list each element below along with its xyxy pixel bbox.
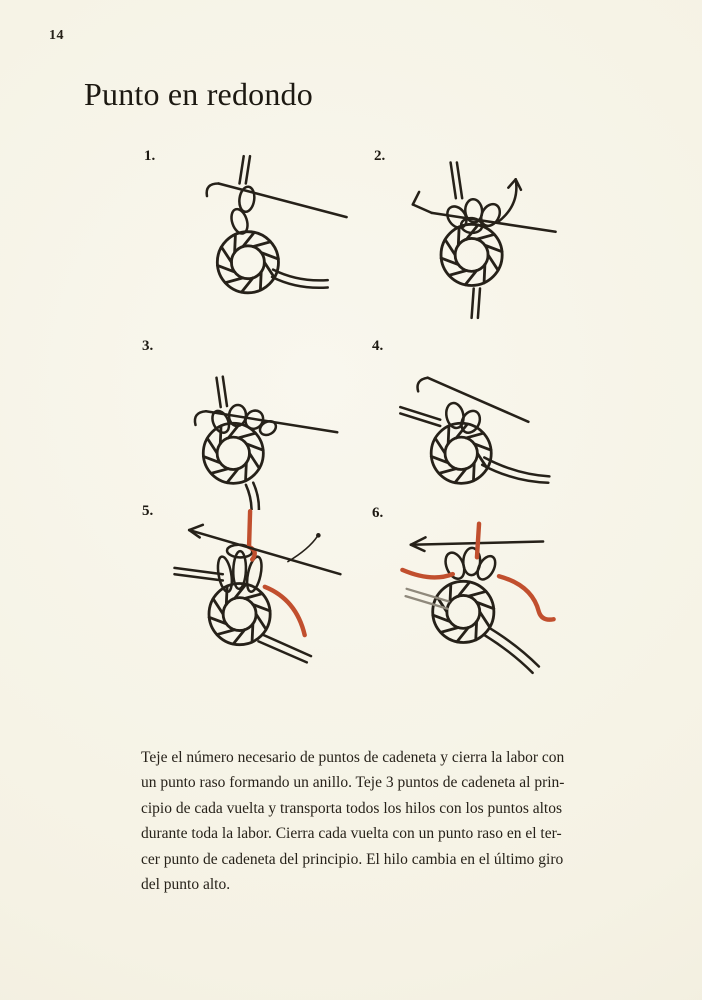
caption-line: del punto alto. [141,876,231,894]
chain-ring [203,423,263,483]
red-yarn-strand-right [499,576,554,619]
caption-line: un punto raso formando un anillo. Teje 3 puntos de cadeneta al prin- [141,774,565,792]
step-6-number: 6. [372,505,384,521]
step-1-number: 1. [144,148,156,164]
caption-line: durante toda la labor. Cierra cada vuelta con un punto raso en el ter- [141,825,562,843]
step-5 [130,495,370,675]
step-6 [360,497,600,677]
step-3 [130,330,370,510]
instruction-paragraph [141,745,565,897]
page-title: Punto en redondo [84,76,313,112]
step-4-number: 4. [372,338,384,354]
step-1-crochet-illustration [166,152,376,320]
chain-ring [209,584,270,645]
working-yarn [175,568,223,581]
crochet-hook-with-arrow [189,525,340,574]
step-5-number: 5. [142,503,154,519]
crochet-hook [418,378,529,422]
step-2-number: 2. [374,148,386,164]
tall-stitches [216,544,265,593]
step-2 [362,140,602,320]
caption-line: cer punto de cadeneta del principio. El hilo cambia en el último giro [141,850,564,868]
chain-ring [217,232,278,293]
page-number: 14 [49,28,64,43]
yarn-tail [272,270,328,288]
yarn-tail [472,289,480,318]
step-5-crochet-illustration [164,507,374,675]
step-4-crochet-illustration [394,342,604,510]
working-yarn [217,377,228,407]
step-1 [132,140,372,320]
step-6-crochet-illustration [394,509,604,677]
red-yarn-strand-left [402,570,452,578]
step-4 [360,330,600,510]
chain-ring [431,423,491,483]
thin-guide-line [288,533,321,562]
yarn-tail [482,458,549,483]
yarn-tail [484,629,539,673]
red-yarn-over [477,524,479,558]
caption-line: cipio de cada vuelta y transporta todos los hilos con los puntos altos [141,799,563,817]
working-yarn [400,407,440,426]
step-3-crochet-illustration [164,342,374,510]
crochet-hook [207,184,347,218]
yarn-tail [259,635,312,662]
step-3-number: 3. [142,338,154,354]
chain-ring [433,581,494,642]
step-2-crochet-illustration [396,152,606,320]
caption-line: Teje el número necesario de puntos de cadeneta y cierra la labor con [141,749,565,766]
working-yarn [240,156,251,183]
working-yarn [451,163,463,199]
direction-arrow [499,179,521,221]
